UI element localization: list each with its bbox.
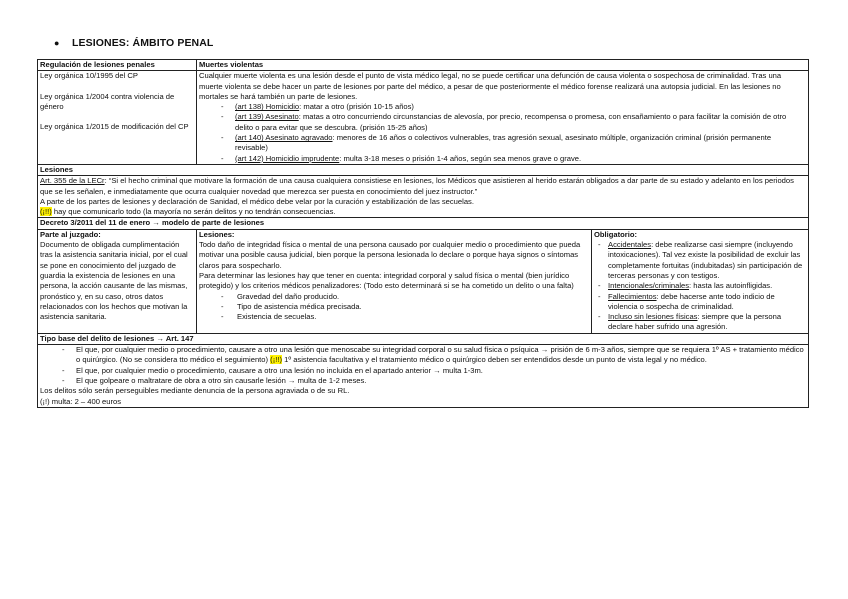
decreto-header: Decreto 3/2011 del 11 de enero → modelo de parte de lesiones <box>38 218 809 229</box>
lesiones-line: A parte de los partes de lesiones y declaración de Sanidad, el médico debe velar por la curación y estabilización de las secuelas. <box>40 196 474 206</box>
tipo-base-header: Tipo base del delito de lesiones → Art. 147 <box>38 333 809 344</box>
obligatorio-cell <box>592 229 809 333</box>
law-item: Ley orgánica 10/1995 del CP <box>40 71 138 81</box>
articles-list <box>199 102 806 164</box>
list-item: - Tipo de asistencia médica precisada. <box>237 302 589 312</box>
tipo-base-list <box>40 345 806 386</box>
table-row <box>38 164 809 175</box>
list-item: - El que, por cualquier medio o procedimiento, causare a otro una lesión no incluida en el apartado anterior → multa 1-3m. <box>76 366 806 376</box>
law-item: Ley orgánica 1/2004 contra violencia de género <box>40 91 175 111</box>
table-row <box>38 71 809 165</box>
list-item: - Accidentales: debe realizarse casi siempre (incluyendo intoxicaciones). Tal vez existe la posibilidad de excluir las completamente fortuitas (indubitadas) sin participación de terceras personas y con testigos. <box>608 240 806 281</box>
article-ref: (art 138) Homicidio <box>235 102 300 112</box>
table-row <box>38 218 809 229</box>
parte-juzgado-text: Documento de obligada cumplimentación tras la asistencia sanitaria inicial, por el cual se pone en conocimiento del juzgado de guardia la existencia de lesiones en una persona, la acción causante de las mismas, pronóstico y, en su caso, otros datos relacionados con los hechos que motivan la asistencia sanitaria. <box>40 240 188 322</box>
table-row <box>38 176 809 218</box>
table-row <box>38 333 809 344</box>
lesiones-cell <box>38 176 809 218</box>
list-item: - Intencionales/criminales: hasta las autoinfligidas. <box>608 281 806 291</box>
list-item: - El que golpeare o maltratare de obra a otro sin causarle lesión → multa de 1-2 meses. <box>76 376 806 386</box>
list-item: - Incluso sin lesiones físicas: siempre que la persona declare haber sufrido una agresión. <box>608 312 806 333</box>
col-header-muertes: Muertes violentas <box>197 60 809 71</box>
lecr-quote: Art. 355 de la LECr: “Si el hecho criminal que motivare la formación de una causa cualquiera consistiese en lesiones, los Médicos que asistieren al herido estarán obligados a dar parte de su estado y adelanto en los periodos que se les señalen, e inmediatamente que ocurra cualquier novedad que merezca ser puesta en conocimiento del juez instructor.” <box>40 176 794 196</box>
list-item: - Fallecimientos: debe hacerse ante todo indicio de violencia o sospecha de criminalidad. <box>608 292 806 313</box>
laws-cell <box>38 71 197 165</box>
lesiones-def-cell <box>197 229 592 333</box>
list-item: - Existencia de secuelas. <box>237 312 589 322</box>
col-header-regulacion: Regulación de lesiones penales <box>38 60 197 71</box>
list-item: - (art 140) Asesinato agravado: menores de 16 años o colectivos vulnerables, tras agresión sexual, asesinato múltiple, organización criminal (prisión permanente revisable) <box>235 133 806 154</box>
lesiones-def-text: Todo daño de integridad física o mental de una persona causado por cualquier medio o procedimiento que pueda motivar una posible causa judicial, bien porque la persona lesionada lo declare o porque haya signos o síntomas claros para sospecharlo. <box>199 240 581 270</box>
list-item: - (art 138) Homicidio: matar a otro (prisión 10-15 años) <box>235 102 806 112</box>
article-ref: (art 139) Asesinato <box>235 112 299 122</box>
lesiones-note: (¡!!) hay que comunicarlo todo (la mayoría no serán delitos y no tendrán consecuencias. <box>40 207 336 217</box>
table-row <box>38 345 809 408</box>
parte-juzgado-cell <box>38 229 197 333</box>
tipo-base-cell <box>38 345 809 408</box>
lesiones-table <box>37 59 809 408</box>
lesiones-criterios-text: Para determinar las lesiones hay que tener en cuenta: integridad corporal y salud física o mental (bien jurídico protegido) y los criterios médicos penalizadores: (Todo esto determinará si se ha cometido un delito o una falta) <box>199 270 574 291</box>
highlight-mark: (¡!!) <box>40 207 52 217</box>
parte-juzgado-title: Parte al juzgado: <box>40 229 101 239</box>
lesiones-def-title: Lesiones: <box>199 229 235 239</box>
law-item: Ley orgánica 1/2015 de modificación del CP <box>40 122 189 132</box>
heading-title: LESIONES: ÁMBITO PENAL <box>72 37 214 49</box>
list-item: - El que, por cualquier medio o procedimiento, causare a otro una lesión que menoscabe su integridad corporal o su salud física o psíquica → prisión de 6 m-3 años, siempre que se requiera 1º AS + tratamiento médico o quirúrgico. (No se considera tto médico el seguimiento) (¡!!) 1º asistencia facultativa y el tratamiento médico o quirúrgico deben ser entendidos desde un punto de vista legal y no médico. <box>76 345 806 366</box>
obligatorio-title: Obligatorio: <box>594 229 638 239</box>
criterios-list <box>199 292 589 323</box>
tipo-base-multa: (¡!) multa: 2 – 400 euros <box>40 396 122 406</box>
article-ref: Art. 355 de la LECr <box>40 176 105 186</box>
list-item: - (art 142) Homicidio imprudente: multa 3-18 meses o prisión 1-4 años, según sea menos grave o grave. <box>235 154 806 164</box>
lesiones-header: Lesiones <box>38 164 809 175</box>
tipo-base-note: Los delitos sólo serán perseguibles mediante denuncia de la persona agraviada o de su RL. <box>40 386 350 396</box>
section-heading <box>54 37 213 49</box>
table-row <box>38 60 809 71</box>
bullet-icon: ● <box>54 38 60 48</box>
muertes-intro: Cualquier muerte violenta es una lesión desde el punto de vista médico legal, no se puede certificar una defunción de causa violenta o sospechosa de criminalidad. Tras una muerte violenta se debe hacer un parte de lesiones por parte del médico, a pesar de que posteriormente el médico forense realizará una autopsia judicial. En las lesiones no mortales se hará también un parte de lesiones. <box>199 71 782 101</box>
list-item: - Gravedad del daño producido. <box>237 292 589 302</box>
list-item: - (art 139) Asesinato: matas a otro concurriendo circunstancias de alevosía, por precio, recompensa o promesa, con ensañamiento o para facilitar la comisión de otro delito o para evitar que se descubra. (prisión 15-25 años) <box>235 112 806 133</box>
muertes-cell <box>197 71 809 165</box>
table-row <box>38 229 809 333</box>
obligatorio-list <box>594 240 806 333</box>
highlight-mark: (¡!!) <box>270 355 282 365</box>
article-ref: (art 142) Homicidio imprudente <box>235 153 340 163</box>
article-ref: (art 140) Asesinato agravado <box>235 133 333 143</box>
